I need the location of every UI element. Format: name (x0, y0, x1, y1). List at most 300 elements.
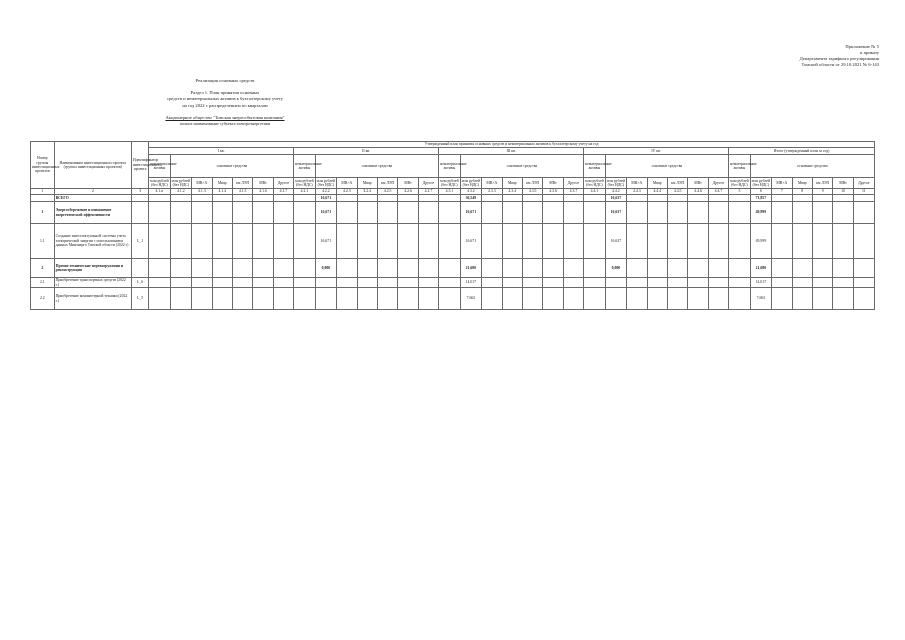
unit-mva: МВ×А (772, 178, 792, 189)
unit-km: км ЛЭП (232, 178, 252, 189)
table-cell (729, 288, 750, 310)
table-cell (398, 224, 418, 259)
table-cell (273, 195, 293, 202)
table-cell (812, 195, 832, 202)
header-col-num: Номер группы инвестиционных проектов (31, 142, 55, 189)
unit-mvar: Мвар (502, 178, 522, 189)
table-cell (627, 259, 647, 278)
unit-cost: млн рублей (без НДС) (730, 178, 749, 187)
table-cell (149, 278, 170, 288)
table-cell (522, 278, 542, 288)
unit-other: Другое (853, 178, 874, 189)
row-number: 1.1 (31, 224, 55, 259)
table-cell (357, 278, 377, 288)
column-number-cell: 4.2.4 (357, 189, 377, 195)
form-title: Реализация основных средств (195, 78, 255, 83)
column-number-cell: 6 (750, 189, 771, 195)
table-cell (627, 195, 647, 202)
table-cell (584, 202, 605, 224)
table-cell (667, 288, 687, 310)
header-intangible: нематериальные активы (439, 155, 460, 178)
unit-mvar: Мвар (792, 178, 812, 189)
table-cell (439, 259, 460, 278)
unit-mw: МВт (253, 178, 273, 189)
unit-km: км ЛЭП (812, 178, 832, 189)
table-cell (729, 202, 750, 224)
table-cell (418, 202, 438, 224)
column-number-cell: 9 (812, 189, 832, 195)
cost-value (605, 288, 626, 310)
table-cell (232, 195, 252, 202)
table-cell (667, 202, 687, 224)
column-number-cell: 4.1.6 (253, 189, 273, 195)
table-cell (337, 259, 357, 278)
table-cell (418, 278, 438, 288)
table-cell (853, 224, 874, 259)
unit-other: Другое (273, 178, 293, 189)
table-cell (688, 278, 708, 288)
table-cell (502, 259, 522, 278)
total-row (31, 195, 875, 202)
appendix-line: Приложение № 5 (845, 44, 879, 49)
header-col-id: Идентификатор инвестиционного проекта (131, 142, 148, 189)
table-cell (688, 224, 708, 259)
table-cell (192, 278, 212, 288)
unit-cost: млн рублей (без НДС) (295, 178, 314, 187)
table-cell (377, 224, 397, 259)
table-cell (853, 195, 874, 202)
column-number-cell: 4.2.6 (398, 189, 418, 195)
section-period: на год 2022 с распределением по кварталам (182, 102, 268, 108)
unit-cost: млн рублей (без НДС) (606, 178, 626, 187)
table-cell (482, 195, 502, 202)
table-cell (212, 259, 232, 278)
unit-cost: млн рублей (без НДС) (316, 178, 336, 187)
table-cell (627, 224, 647, 259)
appendix-line: Томской области от 29.10.2021 № 6-143 (801, 62, 879, 68)
row-id (131, 202, 148, 224)
table-cell (853, 278, 874, 288)
table-cell (337, 195, 357, 202)
column-number-cell: 10 (833, 189, 853, 195)
row-name: Создание интеллектуальной системы учета электрической энергии с использованием данных Минэнерго Томской области (2022 г) (54, 224, 131, 259)
table-cell (482, 278, 502, 288)
unit-cost: млн рублей (без НДС) (171, 178, 191, 187)
header-quarter: III кв. (439, 148, 584, 155)
table-cell (149, 224, 170, 259)
table-cell (563, 259, 583, 278)
unit-mw: МВт (543, 178, 563, 189)
table-cell (833, 202, 853, 224)
header-fixed-assets: основные средства (170, 155, 294, 178)
row-number: 2 (31, 259, 55, 278)
unit-mva: МВ×А (482, 178, 502, 189)
table-cell (294, 288, 315, 310)
cost-value (315, 278, 336, 288)
table-cell (522, 224, 542, 259)
table-cell (584, 278, 605, 288)
table-cell (502, 202, 522, 224)
table-cell (439, 224, 460, 259)
column-number-cell: 4.3.6 (543, 189, 563, 195)
table-cell (273, 202, 293, 224)
unit-other: Другое (708, 178, 728, 189)
table-cell (647, 278, 667, 288)
table-cell (833, 259, 853, 278)
table-cell (418, 195, 438, 202)
unit-mw: МВт (398, 178, 418, 189)
column-number-cell: 4.3.2 (460, 189, 481, 195)
cost-value: 16,637 (605, 202, 626, 224)
table-row (31, 278, 875, 288)
row-number: 2.1 (31, 278, 55, 288)
investment-plan-table (30, 141, 875, 310)
table-cell (398, 288, 418, 310)
row-name: ВСЕГО (54, 195, 131, 202)
table-cell (647, 259, 667, 278)
table-cell (294, 202, 315, 224)
column-number-cell: 4.4.3 (627, 189, 647, 195)
header-fixed-assets: основные средства (315, 155, 439, 178)
table-cell (294, 224, 315, 259)
table-cell (853, 288, 874, 310)
table-cell (853, 259, 874, 278)
table-cell (253, 259, 273, 278)
row-name: Приобретение компьютерной техники (2022 г.) (54, 288, 131, 310)
company-name: Акционерное общество "Томская энергосбытовая компания" (165, 114, 285, 120)
table-cell (192, 259, 212, 278)
cost-value: 71,857 (750, 195, 771, 202)
unit-mva: МВ×А (627, 178, 647, 189)
table-cell (792, 195, 812, 202)
table-cell (149, 259, 170, 278)
table-cell (212, 224, 232, 259)
table-cell (708, 202, 728, 224)
column-number-cell: 4.2.5 (377, 189, 397, 195)
cost-value: 16,671 (460, 224, 481, 259)
table-cell (273, 278, 293, 288)
table-cell (357, 195, 377, 202)
table-cell (398, 195, 418, 202)
table-cell (170, 278, 191, 288)
table-cell (170, 224, 191, 259)
cost-value: 7,663 (750, 288, 771, 310)
table-cell (149, 202, 170, 224)
table-cell (584, 259, 605, 278)
table-cell (584, 224, 605, 259)
column-number-cell: 4.4.2 (605, 189, 626, 195)
table-cell (253, 278, 273, 288)
table-cell (294, 259, 315, 278)
unit-km: км ЛЭП (377, 178, 397, 189)
table-cell (170, 202, 191, 224)
column-number-cell: 4.3.3 (482, 189, 502, 195)
table-row (31, 288, 875, 310)
table-cell (667, 224, 687, 259)
table-cell (522, 288, 542, 310)
table-cell (337, 224, 357, 259)
table-cell (543, 259, 563, 278)
table-cell (584, 195, 605, 202)
table-cell (418, 288, 438, 310)
table-cell (232, 224, 252, 259)
table-cell (377, 195, 397, 202)
column-number-cell: 4.2.1 (294, 189, 315, 195)
column-number-cell: 1 (31, 189, 55, 195)
header-fixed-assets: основные средства (605, 155, 729, 178)
header-intangible: нематериальные активы (294, 155, 315, 178)
column-number-cell: 4.3.7 (563, 189, 583, 195)
table-cell (647, 202, 667, 224)
cost-value (605, 278, 626, 288)
table-cell (232, 259, 252, 278)
table-cell (232, 278, 252, 288)
appendix-block (800, 44, 879, 68)
table-cell (232, 202, 252, 224)
row-name: Прочие технические перевооружения и реконструкция (54, 259, 131, 278)
unit-mva: МВ×А (192, 178, 212, 189)
table-cell (792, 278, 812, 288)
header-intangible: нематериальные активы (149, 155, 170, 178)
table-cell (522, 259, 542, 278)
appendix-line: к приказу (860, 50, 879, 56)
cost-value: 7,663 (460, 288, 481, 310)
column-number-cell: 4.4.7 (708, 189, 728, 195)
column-number-cell: 4.1.4 (212, 189, 232, 195)
table-cell (729, 259, 750, 278)
column-number-cell: 11 (853, 189, 874, 195)
unit-mva: МВ×А (337, 178, 357, 189)
table-cell (543, 195, 563, 202)
table-cell (337, 202, 357, 224)
unit-cost: млн рублей (без НДС) (150, 178, 169, 187)
table-cell (812, 288, 832, 310)
table-cell (377, 202, 397, 224)
table-cell (812, 202, 832, 224)
table-cell (273, 288, 293, 310)
table-cell (772, 278, 792, 288)
table-cell (482, 224, 502, 259)
table-cell (833, 278, 853, 288)
column-number-cell: 7 (772, 189, 792, 195)
row-number (31, 195, 55, 202)
table-cell (357, 288, 377, 310)
table-cell (563, 288, 583, 310)
table-cell (812, 259, 832, 278)
header-quarter: IV кв. (584, 148, 729, 155)
column-number-cell: 4.1.п (149, 189, 170, 195)
table-cell (192, 224, 212, 259)
unit-cost: млн рублей (без НДС) (585, 178, 604, 187)
table-cell (563, 224, 583, 259)
table-cell (294, 195, 315, 202)
table-cell (212, 202, 232, 224)
table-cell (708, 195, 728, 202)
cost-value: 16,671 (460, 202, 481, 224)
cost-value: 0,000 (605, 259, 626, 278)
row-id: L_5 (131, 288, 148, 310)
table-cell (647, 195, 667, 202)
unit-mvar: Мвар (647, 178, 667, 189)
table-cell (253, 202, 273, 224)
column-number-cell: 4.1.5 (232, 189, 252, 195)
row-name: Приобретение транспортных средств (2022 г.) (54, 278, 131, 288)
table-cell (563, 278, 583, 288)
table-cell (729, 195, 750, 202)
table-cell (192, 202, 212, 224)
column-number-cell: 3 (131, 189, 148, 195)
table-cell (627, 278, 647, 288)
table-cell (522, 202, 542, 224)
table-cell (273, 259, 293, 278)
header-col-name: Наименование инвестиционного проекта (группы инвестиционных проектов) (54, 142, 131, 189)
table-cell (833, 288, 853, 310)
table-cell (253, 195, 273, 202)
table-cell (418, 259, 438, 278)
unit-cost: млн рублей (без НДС) (751, 178, 771, 187)
cost-value: 49,999 (750, 202, 771, 224)
unit-km: км ЛЭП (667, 178, 687, 189)
table-cell (812, 224, 832, 259)
row-id: L_6 (131, 278, 148, 288)
table-cell (357, 202, 377, 224)
header-quarter: I кв. (149, 148, 294, 155)
table-cell (667, 195, 687, 202)
table-cell (833, 195, 853, 202)
table-cell (337, 288, 357, 310)
column-number-cell: 4.4.4 (647, 189, 667, 195)
column-number-cell: 4.4.6 (688, 189, 708, 195)
cost-value: 21,680 (460, 259, 481, 278)
column-number-cell: 4.1.3 (192, 189, 212, 195)
table-cell (708, 224, 728, 259)
column-number-cell: 4.1.7 (273, 189, 293, 195)
table-row (31, 202, 875, 224)
header-quarter: Итого (утвержденный план за год) (729, 148, 875, 155)
column-number-cell: 5 (729, 189, 750, 195)
column-number-cell: 4.2.7 (418, 189, 438, 195)
table-cell (212, 288, 232, 310)
table-cell (772, 259, 792, 278)
table-cell (482, 202, 502, 224)
title-block (130, 78, 320, 127)
row-number: 1 (31, 202, 55, 224)
cost-value: 49,999 (750, 224, 771, 259)
table-cell (772, 202, 792, 224)
table-cell (149, 288, 170, 310)
header-row-quarters (31, 148, 875, 155)
table-cell (563, 202, 583, 224)
cost-value: 21,680 (750, 259, 771, 278)
header-intangible: нематериальные активы (729, 155, 750, 178)
table-cell (792, 202, 812, 224)
table-cell (212, 278, 232, 288)
column-number-cell: 4.3.4 (502, 189, 522, 195)
cost-value: 36,549 (460, 195, 481, 202)
table-cell (563, 195, 583, 202)
header-fixed-assets: основные средства (460, 155, 584, 178)
table-cell (439, 202, 460, 224)
table-cell (170, 195, 191, 202)
table-cell (482, 288, 502, 310)
column-number-cell: 4.1.2 (170, 189, 191, 195)
table-cell (439, 278, 460, 288)
table-cell (502, 195, 522, 202)
table-cell (273, 224, 293, 259)
header-fixed-assets: основные средства (750, 155, 874, 178)
table-cell (337, 278, 357, 288)
table-cell (627, 202, 647, 224)
table-cell (357, 224, 377, 259)
unit-cost: млн рублей (без НДС) (440, 178, 459, 187)
table-cell (647, 288, 667, 310)
cost-value: 16,637 (605, 195, 626, 202)
table-cell (667, 259, 687, 278)
section-subtitle: средств и нематериальных активов к бухгалтерскому учету (167, 96, 283, 102)
table-cell (667, 278, 687, 288)
unit-other: Другое (563, 178, 583, 189)
table-cell (149, 195, 170, 202)
section-title: Раздел 1. План принятия основных (190, 90, 260, 96)
table-cell (729, 278, 750, 288)
table-cell (377, 288, 397, 310)
table-cell (772, 224, 792, 259)
table-cell (833, 224, 853, 259)
cost-value (315, 288, 336, 310)
cost-value: 16,637 (605, 224, 626, 259)
header-quarter: II кв. (294, 148, 439, 155)
column-number-cell: 8 (792, 189, 812, 195)
table-cell (439, 195, 460, 202)
cost-value: 14,017 (750, 278, 771, 288)
table-cell (853, 202, 874, 224)
unit-mw: МВт (833, 178, 853, 189)
cost-value: 16,671 (315, 195, 336, 202)
table-cell (253, 288, 273, 310)
table-cell (170, 259, 191, 278)
header-row-units (31, 178, 875, 189)
column-number-cell: 4.4.1 (584, 189, 605, 195)
table-cell (772, 195, 792, 202)
table-cell (627, 288, 647, 310)
table-cell (294, 278, 315, 288)
column-number-cell: 4.2.3 (337, 189, 357, 195)
unit-cost: млн рублей (без НДС) (461, 178, 481, 187)
table-cell (543, 278, 563, 288)
cost-value: 14,017 (460, 278, 481, 288)
table-cell (729, 224, 750, 259)
table-cell (502, 224, 522, 259)
table-row (31, 259, 875, 278)
company-note: полное наименование субъекта электроэнергетики (179, 121, 271, 127)
table-cell (792, 259, 812, 278)
row-id (131, 259, 148, 278)
table-cell (439, 288, 460, 310)
column-number-cell: 4.4.5 (667, 189, 687, 195)
unit-km: км ЛЭП (522, 178, 542, 189)
table-cell (792, 224, 812, 259)
table-cell (812, 278, 832, 288)
table-cell (688, 259, 708, 278)
row-id: L_1 (131, 224, 148, 259)
table-cell (708, 259, 728, 278)
table-cell (708, 288, 728, 310)
column-number-cell: 2 (54, 189, 131, 195)
table-cell (688, 288, 708, 310)
unit-mvar: Мвар (212, 178, 232, 189)
table-cell (377, 278, 397, 288)
table-cell (170, 288, 191, 310)
